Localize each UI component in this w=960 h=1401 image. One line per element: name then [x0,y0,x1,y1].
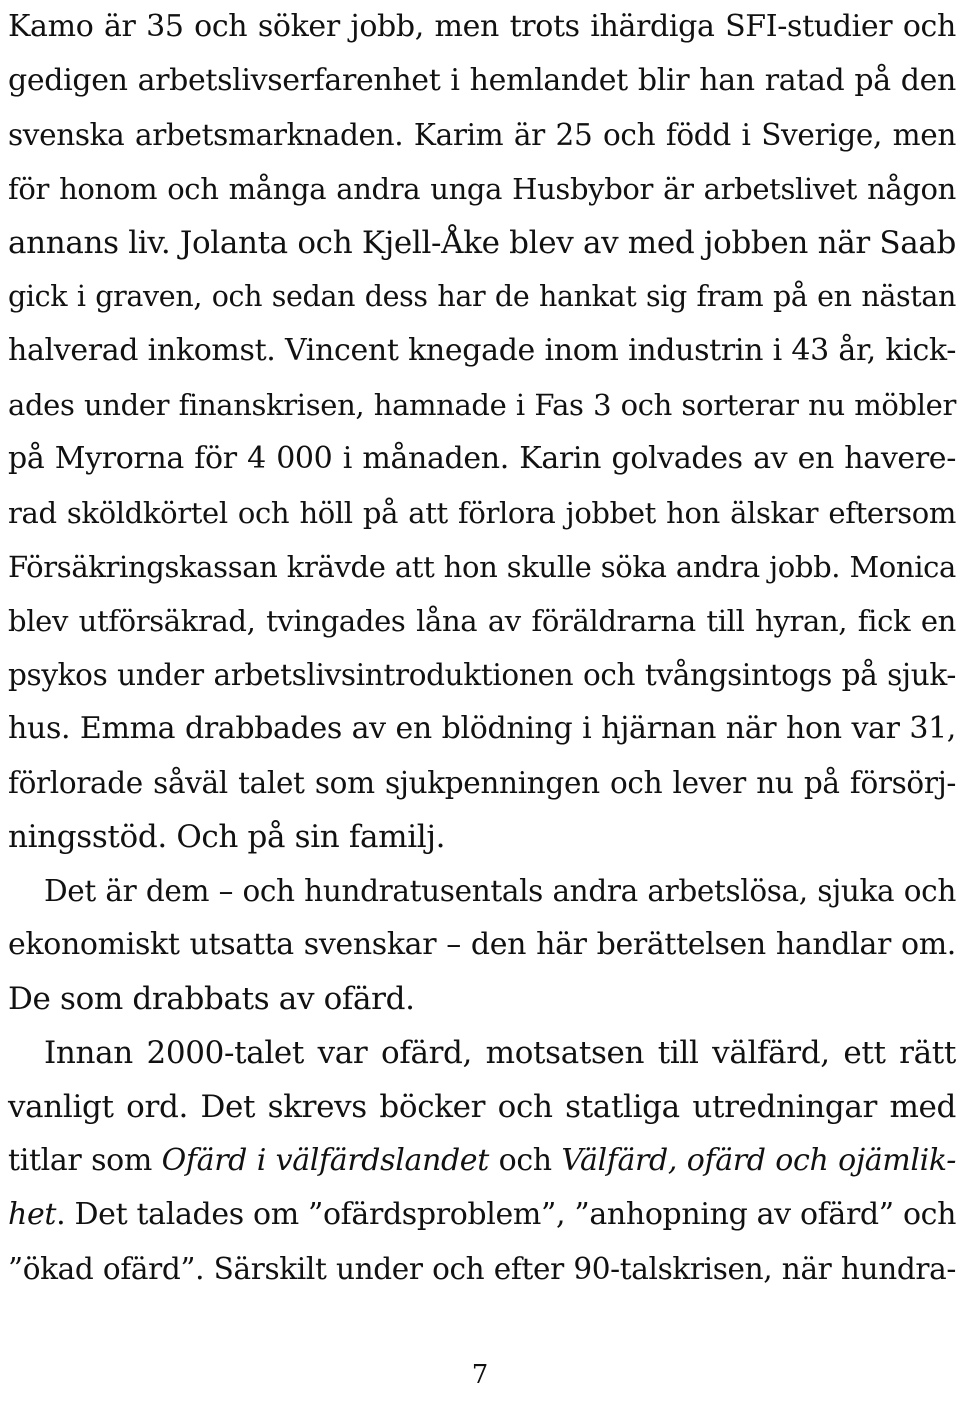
text-line [8,324,956,378]
text-line [8,810,956,864]
text-segment: titlar som [8,1143,162,1178]
text-line [8,108,956,162]
text-line [8,270,956,324]
text-line [8,162,956,216]
text-segment: och [488,1143,562,1178]
italic-title: Ofärd i välfärdslandet [161,1143,489,1178]
text-segment: vanligt ord. Det skrevs böcker och statliga utredningar med [8,1089,956,1125]
text-segment: rad sköldkörtel och höll på att förlora jobbet hon älskar eftersom [8,496,956,530]
text-segment: för honom och många andra unga Husbybor är arbetslivet någon [8,172,956,206]
text-line [8,702,956,756]
text-line [8,648,956,702]
text-segment: blev utförsäkrad, tvingades låna av föräldrarna till hyran, fick en [8,604,956,638]
text-segment: Innan 2000-talet var ofärd, motsatsen till välfärd, ett rätt [44,1035,956,1071]
text-segment: annans liv. Jolanta och Kjell-Åke blev av med jobben när Saab [8,225,956,261]
text-segment: ”ökad ofärd”. Särskilt under och efter 90-talskrisen, när hundra- [8,1252,956,1286]
text-segment: på Myrorna för 4 000 i månaden. Karin golvades av en havere- [8,441,956,476]
text-segment: psykos under arbetslivsintroduktionen och tvångsintogs på sjuk- [8,658,956,692]
text-segment: Försäkringskassan krävde att hon skulle söka andra jobb. Monica [8,550,956,584]
italic-title: Välfärd, ofärd och ojämlik- [561,1143,956,1178]
text-line [8,540,956,594]
text-line [8,1134,956,1188]
text-segment: ekonomiskt utsatta svenskar – den här berättelsen handlar om. [8,927,956,962]
text-segment: svenska arbetsmarknaden. Karim är 25 och född i Sverige, men [8,118,956,152]
text-segment: halverad inkomst. Vincent knegade inom industrin i 43 år, kick- [8,333,956,368]
text-line [8,1080,956,1134]
text-segment: förlorade såväl talet som sjukpenningen och lever nu på försörj- [8,766,956,800]
text-segment: ningsstöd. Och på sin familj. [8,819,446,855]
text-segment: hus. Emma drabbades av en blödning i hjärnan när hon var 31, [8,711,956,746]
text-line [8,432,956,486]
text-segment: gedigen arbetslivserfarenhet i hemlandet blir han ratad på den [8,63,956,98]
text-line [8,918,956,972]
text-line [8,1026,956,1080]
text-line [8,756,956,810]
text-line [8,594,956,648]
page-number: 7 [471,1360,489,1390]
text-line [8,486,956,540]
text-segment: gick i graven, och sedan dess har de hankat sig fram på en nästan [8,280,956,313]
text-line [8,216,956,270]
text-line [8,1242,956,1296]
text-line [8,1188,956,1242]
text-segment: Det är dem – och hundratusentals andra arbetslösa, sjuka och [44,874,956,908]
text-line [8,378,956,432]
text-segment: Kamo är 35 och söker jobb, men trots ihärdiga SFI-studier och [8,9,956,44]
text-segment: ades under finanskrisen, hamnade i Fas 3 och sorterar nu möbler [8,388,956,422]
text-line [8,54,956,108]
body-text [8,0,956,1296]
text-line [8,972,956,1026]
text-segment: . Det talades om ”ofärdsproblem”, ”anhopning av ofärd” och [56,1197,957,1232]
italic-title: het [8,1197,57,1232]
text-line [8,0,956,54]
text-line [8,864,956,918]
text-segment: De som drabbats av ofärd. [8,981,415,1017]
